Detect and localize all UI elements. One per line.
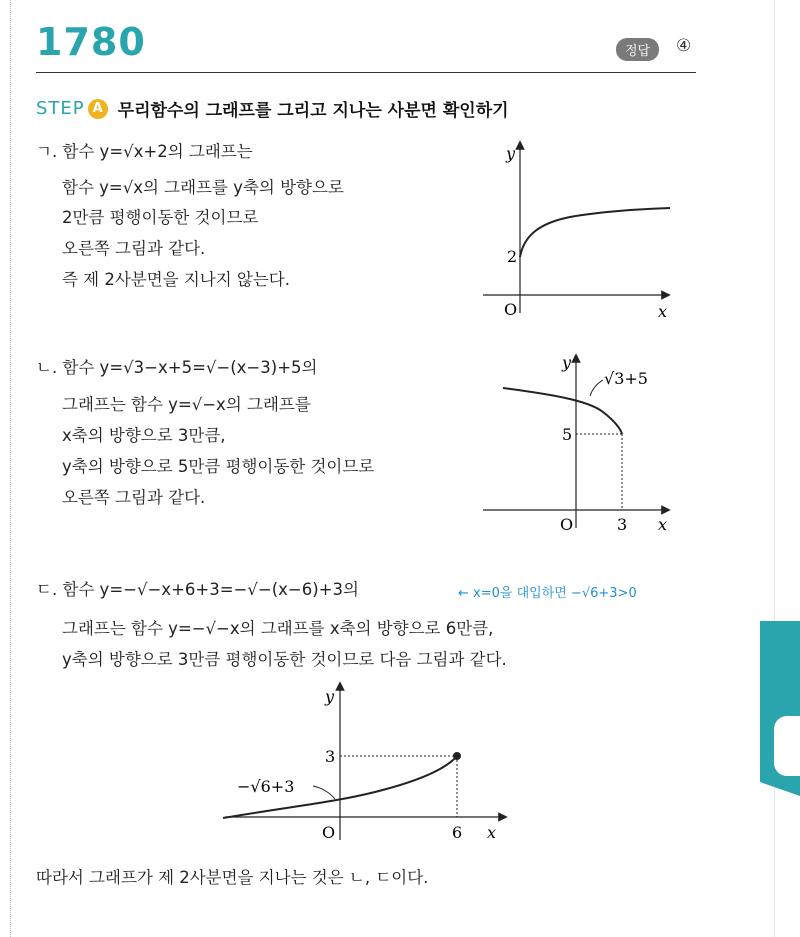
- graph-b-x-mark: 3: [617, 515, 628, 534]
- graph-c-x-label: x: [487, 823, 497, 842]
- problem-number: 1780: [36, 20, 146, 64]
- graph-b: [478, 350, 678, 540]
- graph-c-y-mark: 3: [325, 747, 336, 766]
- part-c-line-3: y축의 방향으로 3만큼 평행이동한 것이므로 다음 그림과 같다.: [62, 650, 507, 669]
- graph-b-origin: O: [560, 515, 574, 534]
- graph-a-y-label: y: [506, 144, 516, 163]
- step-title: 무리함수의 그래프를 그리고 지나는 사분면 확인하기: [117, 101, 509, 121]
- part-b-line-1: ㄴ. 함수 y=√3−x+5=√−(x−3)+5의: [36, 358, 318, 377]
- part-a-line-3: 2만큼 평행이동한 것이므로: [62, 208, 259, 227]
- graph-a-intercept: 2: [507, 247, 518, 266]
- part-c-line-2: 그래프는 함수 y=−√−x의 그래프를 x축의 방향으로 6만큼,: [62, 619, 494, 638]
- part-c-line-1: ㄷ. 함수 y=−√−x+6+3=−√−(x−6)+3의: [36, 580, 359, 599]
- part-b-line-5: 오른쪽 그림과 같다.: [62, 488, 206, 507]
- part-b-line-3: x축의 방향으로 3만큼,: [62, 426, 226, 445]
- graph-b-y-label: y: [562, 353, 572, 372]
- part-a-line-5: 즉 제 2사분면을 지나지 않는다.: [62, 270, 290, 289]
- graph-a-origin: O: [504, 300, 518, 319]
- step-heading: [36, 96, 509, 121]
- chapter-tab-mark: [774, 716, 800, 776]
- header-rule: [36, 72, 696, 73]
- graph-c-y-label: y: [325, 687, 335, 706]
- page-margin-line: [10, 0, 11, 937]
- part-a-line-4: 오른쪽 그림과 같다.: [62, 239, 206, 258]
- part-b-line-2: 그래프는 함수 y=√−x의 그래프를: [62, 395, 311, 414]
- part-c-note: ← x=0을 대입하면 −√6+3>0: [458, 586, 637, 601]
- part-a-line-1: ㄱ. 함수 y=√x+2의 그래프는: [36, 142, 253, 161]
- page-edge-line: [774, 0, 775, 937]
- graph-b-intercept: √3+5: [604, 369, 648, 388]
- graph-a-x-label: x: [658, 302, 668, 321]
- answer-badge: 정답: [616, 38, 659, 61]
- step-label: STEP: [36, 98, 85, 119]
- part-a-line-2: 함수 y=√x의 그래프를 y축의 방향으로: [62, 178, 344, 197]
- graph-a: [478, 135, 678, 325]
- step-circle-icon: A: [88, 99, 108, 119]
- chapter-tab: [760, 621, 800, 796]
- graph-c-x-mark: 6: [452, 823, 463, 842]
- graph-b-x-label: x: [658, 515, 668, 534]
- graph-c-origin: O: [322, 823, 336, 842]
- graph-c-intercept: −√6+3: [237, 777, 295, 796]
- answer-value: ④: [676, 36, 692, 56]
- conclusion: 따라서 그래프가 제 2사분면을 지나는 것은 ㄴ, ㄷ이다.: [36, 868, 429, 887]
- part-b-line-4: y축의 방향으로 5만큼 평행이동한 것이므로: [62, 457, 375, 476]
- graph-b-y-mark: 5: [562, 425, 573, 444]
- graph-c: [205, 678, 515, 848]
- graph-a-curve: [520, 208, 670, 257]
